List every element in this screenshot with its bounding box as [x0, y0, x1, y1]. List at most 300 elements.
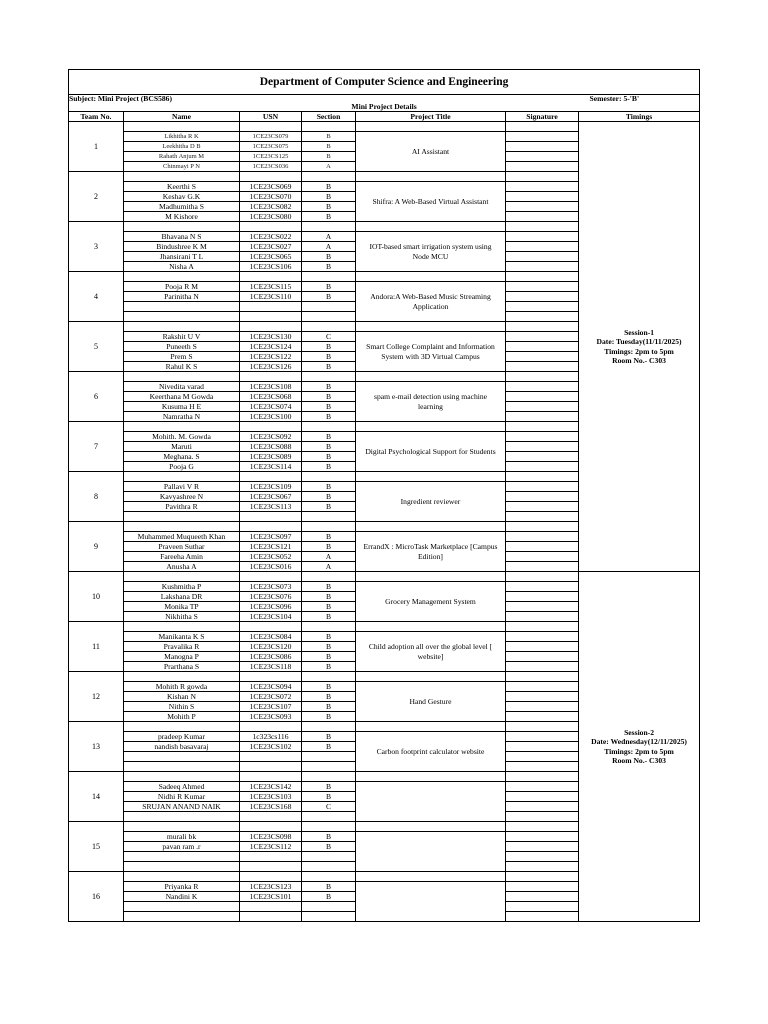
member-section: [302, 122, 356, 132]
member-usn: 1CE23CS101: [240, 892, 302, 902]
member-name: [124, 522, 240, 532]
signature-cell[interactable]: [506, 482, 579, 492]
member-usn: [240, 222, 302, 232]
member-usn: 1CE23CS052: [240, 552, 302, 562]
project-title: Grocery Management System: [356, 582, 506, 622]
session-line: Timings: 2pm to 5pm: [604, 746, 674, 756]
member-name: Mohith R gowda: [124, 682, 240, 692]
member-usn: 1CE23CS103: [240, 792, 302, 802]
member-section: B: [302, 602, 356, 612]
signature-cell[interactable]: [506, 282, 579, 292]
member-section: B: [302, 612, 356, 622]
member-section: [302, 302, 356, 312]
member-name: [124, 822, 240, 832]
member-name: Nidhi R Kumar: [124, 792, 240, 802]
member-section: A: [302, 232, 356, 242]
member-section: B: [302, 532, 356, 542]
member-usn: [240, 272, 302, 282]
member-name: [124, 902, 240, 912]
member-usn: [240, 472, 302, 482]
signature-cell[interactable]: [506, 602, 579, 612]
member-usn: [240, 912, 302, 922]
member-usn: 1CE23CS022: [240, 232, 302, 242]
signature-cell[interactable]: [506, 642, 579, 652]
member-name: Keerthana M Gowda: [124, 392, 240, 402]
member-usn: [240, 772, 302, 782]
member-section: B: [302, 412, 356, 422]
member-name: murali bk: [124, 832, 240, 842]
member-section: B: [302, 692, 356, 702]
member-usn: [240, 762, 302, 772]
member-usn: [240, 372, 302, 382]
signature-cell[interactable]: [506, 142, 579, 152]
signature-cell[interactable]: [506, 892, 579, 902]
member-name: Praveen Suthar: [124, 542, 240, 552]
member-name: Maruti: [124, 442, 240, 452]
signature-cell[interactable]: [506, 192, 579, 202]
signature-cell[interactable]: [506, 312, 579, 322]
session-info: [579, 572, 700, 922]
member-usn: 1CE23CS082: [240, 202, 302, 212]
semester-label: Semester: 5-'B': [356, 95, 700, 104]
member-section: B: [302, 262, 356, 272]
member-section: A: [302, 552, 356, 562]
member-usn: [240, 522, 302, 532]
member-name: Pallavi V R: [124, 482, 240, 492]
member-usn: 1CE23CS075: [240, 142, 302, 152]
mini-project-table: [68, 69, 700, 922]
member-section: B: [302, 362, 356, 372]
member-name: Likhitha R K: [124, 132, 240, 142]
signature-cell[interactable]: [506, 452, 579, 462]
signature-cell[interactable]: [506, 862, 579, 872]
project-title: Ingredient reviewer: [356, 482, 506, 522]
signature-cell[interactable]: [506, 662, 579, 672]
member-usn: 1CE23CS079: [240, 132, 302, 142]
member-name: Parinitha N: [124, 292, 240, 302]
member-name: [124, 312, 240, 322]
signature-cell[interactable]: [506, 292, 579, 302]
member-name: Namratha N: [124, 412, 240, 422]
member-usn: 1CE23CS069: [240, 182, 302, 192]
signature-spacer: [506, 722, 579, 732]
member-section: [302, 522, 356, 532]
member-usn: 1CE23CS123: [240, 882, 302, 892]
project-title: Child adoption all over the global level [ website]: [356, 632, 506, 672]
title-spacer: [356, 572, 506, 582]
member-usn: 1CE23CS088: [240, 442, 302, 452]
member-usn: 1CE23CS121: [240, 542, 302, 552]
col-header-section: Section: [302, 112, 356, 122]
member-section: [302, 322, 356, 332]
member-section: B: [302, 292, 356, 302]
member-usn: 1CE23CS072: [240, 692, 302, 702]
member-name: Meghana. S: [124, 452, 240, 462]
member-usn: 1CE23CS094: [240, 682, 302, 692]
member-section: B: [302, 282, 356, 292]
member-section: B: [302, 632, 356, 642]
member-section: B: [302, 662, 356, 672]
member-section: [302, 472, 356, 482]
signature-spacer: [506, 872, 579, 882]
signature-cell[interactable]: [506, 242, 579, 252]
member-usn: [240, 672, 302, 682]
project-title: [356, 832, 506, 872]
member-section: B: [302, 352, 356, 362]
member-name: [124, 772, 240, 782]
member-section: B: [302, 542, 356, 552]
member-name: Kushmitha P: [124, 582, 240, 592]
member-usn: [240, 122, 302, 132]
signature-cell[interactable]: [506, 402, 579, 412]
project-title: Andora:A Web-Based Music Streaming Application: [356, 282, 506, 322]
member-usn: 1CE23CS093: [240, 712, 302, 722]
signature-cell[interactable]: [506, 782, 579, 792]
member-section: [302, 762, 356, 772]
session-line: Session-2: [624, 727, 655, 737]
member-usn: 1CE23CS084: [240, 632, 302, 642]
member-name: Rakshit U V: [124, 332, 240, 342]
signature-cell[interactable]: [506, 592, 579, 602]
signature-cell[interactable]: [506, 232, 579, 242]
session-line: Date: Tuesday(11/11/2025): [596, 337, 682, 346]
signature-cell[interactable]: [506, 702, 579, 712]
member-section: A: [302, 242, 356, 252]
signature-spacer: [506, 572, 579, 582]
member-usn: 1CE23CS027: [240, 242, 302, 252]
member-name: [124, 852, 240, 862]
signature-cell[interactable]: [506, 182, 579, 192]
signature-cell[interactable]: [506, 302, 579, 312]
title-spacer: [356, 122, 506, 132]
project-title: IOT-based smart irrigation system using Node MCU: [356, 232, 506, 272]
member-usn: [240, 572, 302, 582]
member-usn: 1CE23CS073: [240, 582, 302, 592]
member-usn: 1CE23CS125: [240, 152, 302, 162]
member-section: B: [302, 192, 356, 202]
member-usn: 1CE23CS068: [240, 392, 302, 402]
signature-cell[interactable]: [506, 582, 579, 592]
signature-cell[interactable]: [506, 382, 579, 392]
col-header-signature: Signature: [506, 112, 579, 122]
team-number: 16: [69, 872, 124, 922]
member-section: [302, 902, 356, 912]
signature-cell[interactable]: [506, 162, 579, 172]
member-name: [124, 422, 240, 432]
member-section: B: [302, 252, 356, 262]
signature-cell[interactable]: [506, 902, 579, 912]
member-section: B: [302, 712, 356, 722]
signature-cell[interactable]: [506, 442, 579, 452]
member-name: Nivedita varad: [124, 382, 240, 392]
team-number: 15: [69, 822, 124, 872]
signature-cell[interactable]: [506, 202, 579, 212]
signature-cell[interactable]: [506, 502, 579, 512]
member-usn: 1CE23CS074: [240, 402, 302, 412]
signature-cell[interactable]: [506, 752, 579, 762]
signature-cell[interactable]: [506, 682, 579, 692]
member-name: Manikanta K S: [124, 632, 240, 642]
member-name: Bindushree K M: [124, 242, 240, 252]
member-section: B: [302, 642, 356, 652]
col-header-project-title: Project Title: [356, 112, 506, 122]
member-name: [124, 512, 240, 522]
signature-cell[interactable]: [506, 262, 579, 272]
signature-cell[interactable]: [506, 392, 579, 402]
member-section: B: [302, 142, 356, 152]
member-section: B: [302, 652, 356, 662]
signature-cell[interactable]: [506, 362, 579, 372]
member-usn: 1CE23CS120: [240, 642, 302, 652]
signature-cell[interactable]: [506, 912, 579, 922]
member-section: A: [302, 562, 356, 572]
signature-cell[interactable]: [506, 132, 579, 142]
team-number: 10: [69, 572, 124, 622]
member-section: B: [302, 452, 356, 462]
title-spacer: [356, 672, 506, 682]
member-name: Monika TP: [124, 602, 240, 612]
signature-cell[interactable]: [506, 332, 579, 342]
member-usn: 1c323cs116: [240, 732, 302, 742]
signature-cell[interactable]: [506, 712, 579, 722]
project-title: Smart College Complaint and Information System with 3D Virtual Campus: [356, 332, 506, 372]
signature-spacer: [506, 172, 579, 182]
member-usn: [240, 302, 302, 312]
member-usn: 1CE23CS113: [240, 502, 302, 512]
team-number: 3: [69, 222, 124, 272]
signature-cell[interactable]: [506, 832, 579, 842]
member-name: [124, 752, 240, 762]
team-number: 6: [69, 372, 124, 422]
signature-cell[interactable]: [506, 792, 579, 802]
signature-cell[interactable]: [506, 412, 579, 422]
project-title: Hand Gesture: [356, 682, 506, 722]
signature-spacer: [506, 322, 579, 332]
member-section: [302, 772, 356, 782]
team-number: 14: [69, 772, 124, 822]
member-section: [302, 722, 356, 732]
member-usn: [240, 812, 302, 822]
member-usn: 1CE23CS102: [240, 742, 302, 752]
member-usn: 1CE23CS096: [240, 602, 302, 612]
member-name: [124, 122, 240, 132]
title-spacer: [356, 272, 506, 282]
member-usn: 1CE23CS097: [240, 532, 302, 542]
title-spacer: [356, 722, 506, 732]
member-section: [302, 752, 356, 762]
member-section: B: [302, 502, 356, 512]
member-name: [124, 622, 240, 632]
title-spacer: [356, 222, 506, 232]
team-number: 1: [69, 122, 124, 172]
member-name: Nithin S: [124, 702, 240, 712]
signature-cell[interactable]: [506, 532, 579, 542]
signature-spacer: [506, 472, 579, 482]
member-name: pradeep Kumar: [124, 732, 240, 742]
signature-spacer: [506, 122, 579, 132]
member-name: Prem S: [124, 352, 240, 362]
signature-cell[interactable]: [506, 252, 579, 262]
member-name: Prarthana S: [124, 662, 240, 672]
team-number: 2: [69, 172, 124, 222]
signature-spacer: [506, 772, 579, 782]
title-spacer: [356, 622, 506, 632]
member-name: Pooja R M: [124, 282, 240, 292]
member-name: Mohith. M. Gowda: [124, 432, 240, 442]
signature-cell[interactable]: [506, 352, 579, 362]
member-name: Pavithra R: [124, 502, 240, 512]
member-name: nandish basavaraj: [124, 742, 240, 752]
session-line: Room No.- C303: [612, 356, 666, 365]
member-section: B: [302, 392, 356, 402]
project-title: Shifra: A Web-Based Virtual Assistant: [356, 182, 506, 222]
member-section: B: [302, 482, 356, 492]
signature-cell[interactable]: [506, 552, 579, 562]
member-section: B: [302, 592, 356, 602]
project-title: ErrandX : MicroTask Marketplace [Campus Edition]: [356, 532, 506, 572]
signature-cell[interactable]: [506, 632, 579, 642]
member-usn: [240, 822, 302, 832]
member-usn: [240, 722, 302, 732]
member-section: B: [302, 742, 356, 752]
member-name: [124, 672, 240, 682]
member-section: B: [302, 882, 356, 892]
session-line: Session-1: [624, 327, 655, 337]
member-usn: 1CE23CS106: [240, 262, 302, 272]
signature-cell[interactable]: [506, 212, 579, 222]
member-name: Rahul K S: [124, 362, 240, 372]
member-section: B: [302, 202, 356, 212]
member-name: Leekhitha D B: [124, 142, 240, 152]
member-usn: [240, 872, 302, 882]
signature-spacer: [506, 272, 579, 282]
member-section: [302, 422, 356, 432]
signature-cell[interactable]: [506, 812, 579, 822]
member-section: B: [302, 442, 356, 452]
member-name: Puneeth S: [124, 342, 240, 352]
member-usn: 1CE23CS076: [240, 592, 302, 602]
member-usn: 1CE23CS080: [240, 212, 302, 222]
team-number: 7: [69, 422, 124, 472]
member-usn: 1CE23CS142: [240, 782, 302, 792]
member-name: [124, 372, 240, 382]
title-spacer: [356, 822, 506, 832]
signature-cell[interactable]: [506, 852, 579, 862]
signature-cell[interactable]: [506, 492, 579, 502]
member-name: [124, 572, 240, 582]
signature-cell[interactable]: [506, 742, 579, 752]
member-name: [124, 302, 240, 312]
project-title: Carbon footprint calculator website: [356, 732, 506, 772]
member-usn: 1CE23CS065: [240, 252, 302, 262]
member-name: [124, 472, 240, 482]
member-usn: 1CE23CS126: [240, 362, 302, 372]
signature-cell[interactable]: [506, 512, 579, 522]
member-section: B: [302, 792, 356, 802]
member-usn: 1CE23CS067: [240, 492, 302, 502]
project-title: Digital Psychological Support for Students: [356, 432, 506, 472]
member-name: Nandini K: [124, 892, 240, 902]
signature-cell[interactable]: [506, 342, 579, 352]
session-line: Date: Wednesday(12/11/2025): [591, 737, 687, 746]
signature-cell[interactable]: [506, 432, 579, 442]
member-usn: [240, 172, 302, 182]
signature-cell[interactable]: [506, 802, 579, 812]
signature-cell[interactable]: [506, 612, 579, 622]
member-name: Fareeha Amin: [124, 552, 240, 562]
col-header-name: Name: [124, 112, 240, 122]
signature-cell[interactable]: [506, 562, 579, 572]
team-number: 12: [69, 672, 124, 722]
member-section: B: [302, 732, 356, 742]
spacer-row: [69, 122, 700, 132]
signature-cell[interactable]: [506, 842, 579, 852]
signature-cell[interactable]: [506, 542, 579, 552]
project-title: [356, 882, 506, 922]
signature-cell[interactable]: [506, 762, 579, 772]
signature-cell[interactable]: [506, 652, 579, 662]
team-number: 9: [69, 522, 124, 572]
member-usn: 1CE23CS036: [240, 162, 302, 172]
signature-cell[interactable]: [506, 692, 579, 702]
member-section: B: [302, 892, 356, 902]
member-section: B: [302, 702, 356, 712]
col-header-usn: USN: [240, 112, 302, 122]
signature-cell[interactable]: [506, 732, 579, 742]
member-name: [124, 722, 240, 732]
department-title: Department of Computer Science and Engineering: [69, 70, 700, 95]
member-name: M Kishore: [124, 212, 240, 222]
title-spacer: [356, 322, 506, 332]
member-section: B: [302, 462, 356, 472]
member-usn: 1CE23CS086: [240, 652, 302, 662]
member-name: Pravalika R: [124, 642, 240, 652]
member-name: [124, 912, 240, 922]
member-usn: 1CE23CS107: [240, 702, 302, 712]
member-usn: 1CE23CS100: [240, 412, 302, 422]
member-usn: 1CE23CS115: [240, 282, 302, 292]
member-name: Bhavana N S: [124, 232, 240, 242]
title-spacer: [356, 772, 506, 782]
member-name: Nikhitha S: [124, 612, 240, 622]
title-spacer: [356, 372, 506, 382]
session-line: Timings: 2pm to 5pm: [604, 346, 674, 356]
member-name: [124, 322, 240, 332]
member-section: B: [302, 782, 356, 792]
member-section: C: [302, 802, 356, 812]
member-usn: [240, 422, 302, 432]
member-usn: [240, 322, 302, 332]
member-usn: 1CE23CS016: [240, 562, 302, 572]
member-section: [302, 862, 356, 872]
member-usn: 1CE23CS070: [240, 192, 302, 202]
signature-cell[interactable]: [506, 882, 579, 892]
member-usn: [240, 752, 302, 762]
member-section: [302, 222, 356, 232]
member-name: [124, 222, 240, 232]
member-usn: 1CE23CS092: [240, 432, 302, 442]
team-number: 11: [69, 622, 124, 672]
member-section: [302, 672, 356, 682]
signature-cell[interactable]: [506, 152, 579, 162]
team-number: 4: [69, 272, 124, 322]
member-name: SRUJAN ANAND NAIK: [124, 802, 240, 812]
signature-cell[interactable]: [506, 462, 579, 472]
project-title: spam e-mail detection using machine learning: [356, 382, 506, 422]
member-name: Kusuma H E: [124, 402, 240, 412]
signature-spacer: [506, 522, 579, 532]
col-header-team-no: Team No.: [69, 112, 124, 122]
